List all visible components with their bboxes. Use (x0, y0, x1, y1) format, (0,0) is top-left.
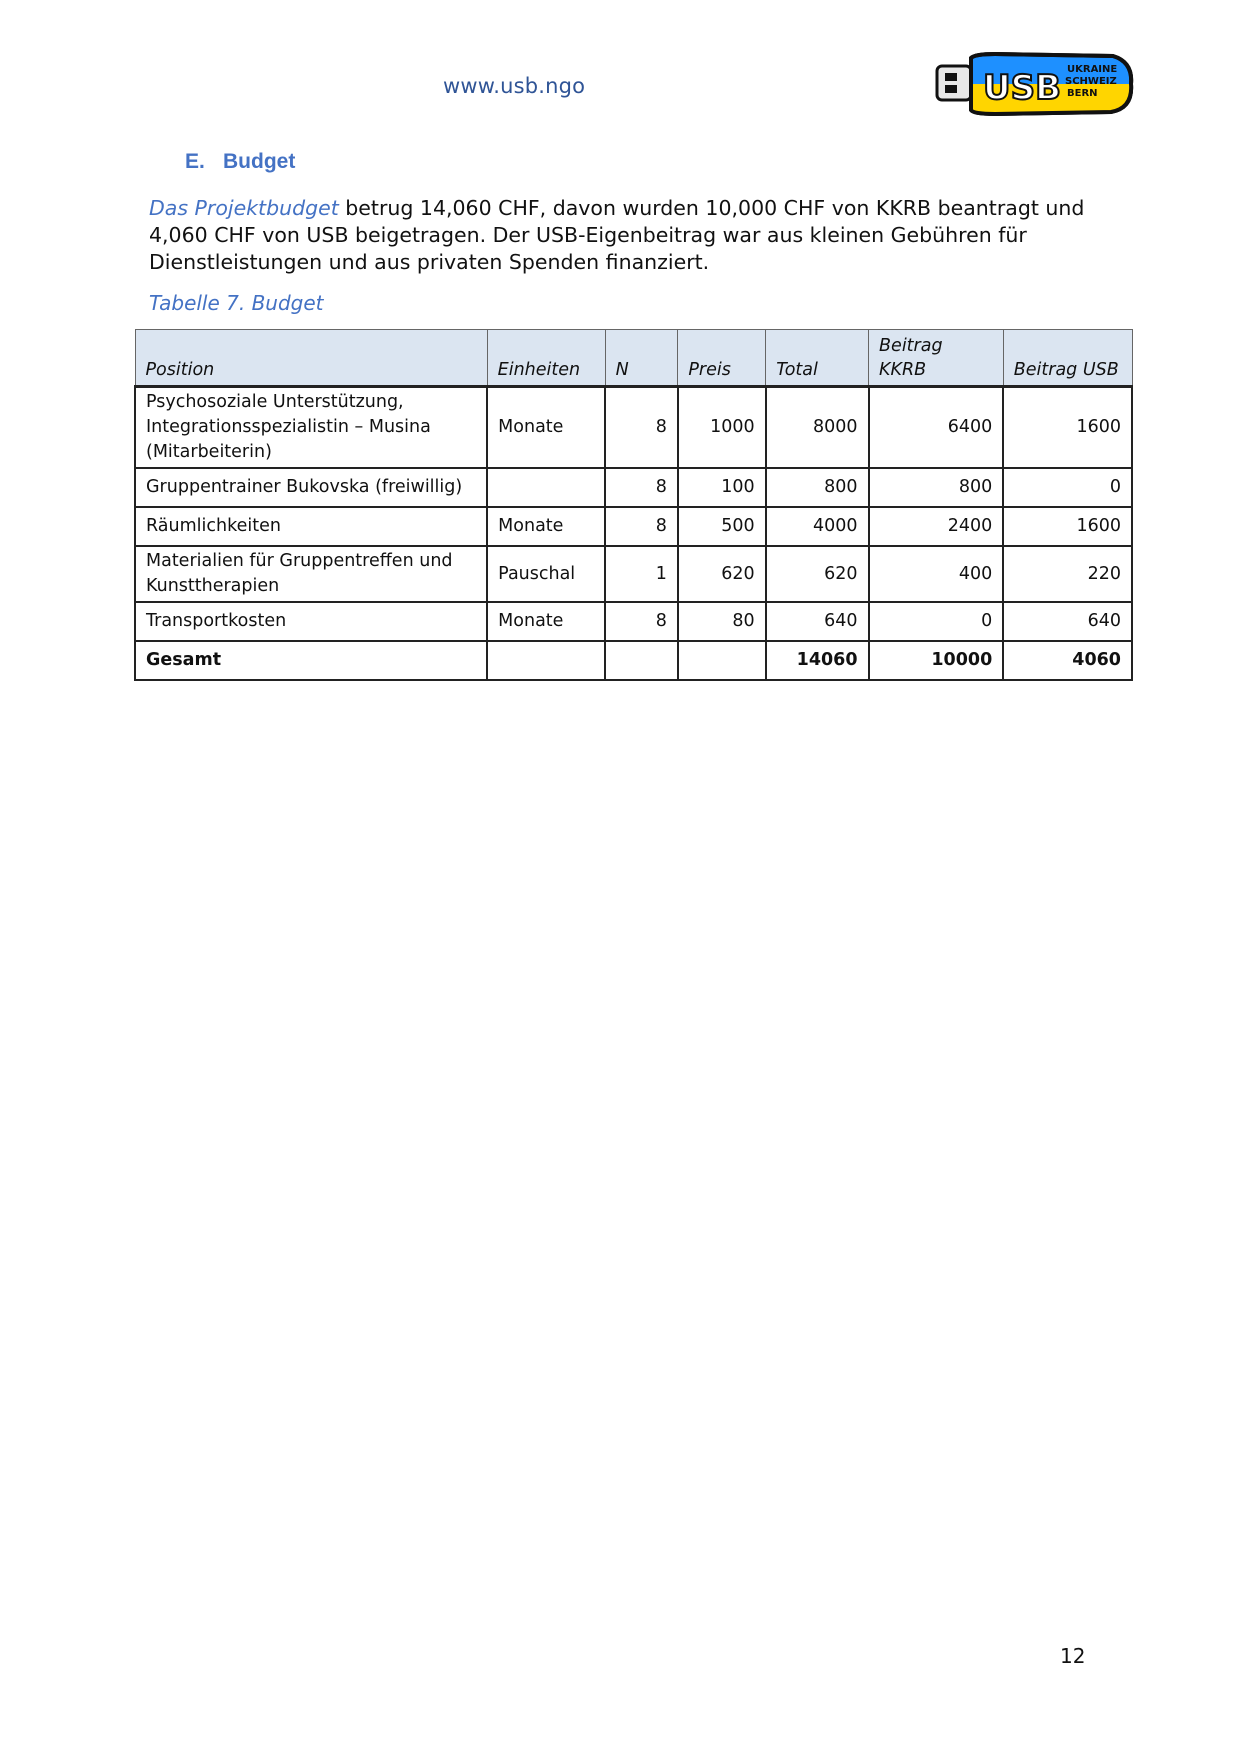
table-cell (605, 641, 678, 680)
table-total-row (135, 641, 1132, 680)
svg-text:UKRAINE: UKRAINE (1067, 64, 1118, 75)
table-cell: 500 (678, 507, 766, 546)
table-header-row (135, 330, 1132, 387)
section-heading (185, 150, 295, 174)
table-row (135, 546, 1132, 602)
header-url[interactable]: www.usb.ngo (443, 74, 586, 98)
table-cell (678, 641, 766, 680)
table-cell: Monate (487, 387, 605, 469)
section-title: Budget (223, 150, 296, 173)
svg-text:BERN: BERN (1067, 88, 1098, 99)
table-cell: 4060 (1003, 641, 1132, 680)
header-cell: Total (766, 330, 869, 387)
table-caption: Tabelle 7. Budget (149, 291, 324, 315)
table-cell: 640 (766, 602, 869, 641)
table-cell: 8000 (766, 387, 869, 469)
header-label: Beitrag KKRB (879, 336, 943, 380)
table-cell: Materialien für Gruppentreffen und Kunsttherapien (135, 546, 487, 602)
table-cell: 220 (1003, 546, 1132, 602)
table-cell: 620 (678, 546, 766, 602)
table-cell: 100 (678, 468, 766, 507)
table-cell: 8 (605, 507, 678, 546)
header-cell: Einheiten (487, 330, 605, 387)
header-cell (869, 330, 1004, 387)
table-cell: 4000 (766, 507, 869, 546)
table-cell: 0 (869, 602, 1004, 641)
table-cell: 6400 (869, 387, 1004, 469)
table-cell: 620 (766, 546, 869, 602)
header-cell: N (605, 330, 678, 387)
table-cell: Gruppentrainer Bukovska (freiwillig) (135, 468, 487, 507)
table-cell (487, 468, 605, 507)
table-row (135, 602, 1132, 641)
section-number: E. (185, 150, 205, 173)
table-cell: 400 (869, 546, 1004, 602)
table-cell: 2400 (869, 507, 1004, 546)
table-row (135, 507, 1132, 546)
page-number: 12 (1060, 1644, 1086, 1668)
table-cell: Gesamt (135, 641, 487, 680)
table-cell: 8 (605, 468, 678, 507)
usb-logo (935, 52, 1135, 116)
table-cell: 8 (605, 602, 678, 641)
table-cell (487, 641, 605, 680)
table-cell: 1600 (1003, 387, 1132, 469)
table-cell: Psychosoziale Unterstützung, Integrationsspezialistin – Musina (Mitarbeiterin) (135, 387, 487, 469)
svg-text:SCHWEIZ: SCHWEIZ (1065, 76, 1117, 87)
header-cell: Beitrag USB (1003, 330, 1132, 387)
header-cell: Position (135, 330, 487, 387)
table-cell: 640 (1003, 602, 1132, 641)
table-cell: Monate (487, 602, 605, 641)
budget-paragraph (149, 195, 1109, 276)
table-cell: Monate (487, 507, 605, 546)
table-row (135, 468, 1132, 507)
table-cell: 10000 (869, 641, 1004, 680)
table-cell: 800 (766, 468, 869, 507)
table-cell: 800 (869, 468, 1004, 507)
paragraph-lead: Das Projektbudget (149, 196, 339, 220)
header-cell: Preis (678, 330, 766, 387)
table-cell: Räumlichkeiten (135, 507, 487, 546)
svg-text:USB: USB (983, 68, 1062, 108)
table-cell: 1 (605, 546, 678, 602)
table-cell: 80 (678, 602, 766, 641)
table-cell: 1600 (1003, 507, 1132, 546)
paragraph-text: betrug 14,060 CHF, davon wurden 10,000 CHF von KKRB beantragt und 4,060 CHF von USB beigetragen. Der USB-Eigenbeitrag war aus kleinen Gebühren für Dienstleistungen und aus privaten Spenden finanziert. (149, 196, 1085, 274)
table-cell: 14060 (766, 641, 869, 680)
table-cell: 1000 (678, 387, 766, 469)
table-cell: Transportkosten (135, 602, 487, 641)
table-row (135, 387, 1132, 469)
table-cell: 0 (1003, 468, 1132, 507)
table-cell: Pauschal (487, 546, 605, 602)
table-cell: 8 (605, 387, 678, 469)
budget-table (134, 329, 1133, 681)
